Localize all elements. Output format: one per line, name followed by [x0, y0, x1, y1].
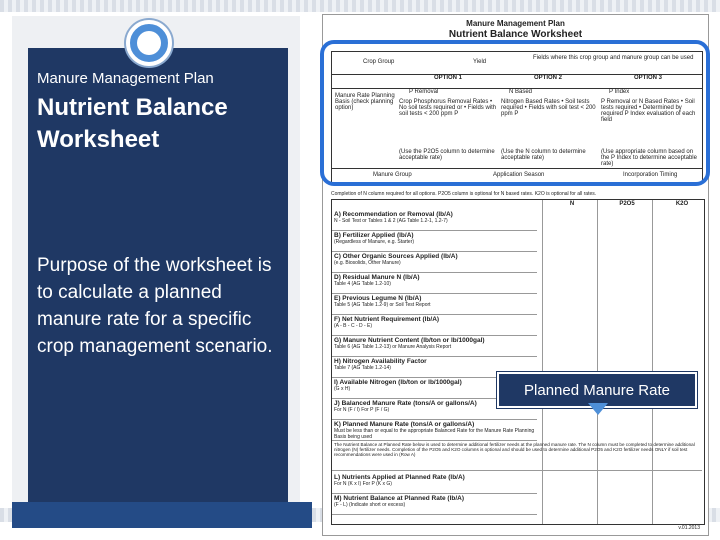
option2-head: OPTION 2 [533, 75, 562, 81]
table-row [332, 231, 537, 252]
option3-note: (Use appropriate column based on the P Index to determine acceptable rate) [601, 149, 697, 167]
manure-group-label: Manure Group [373, 172, 412, 178]
table-row [332, 473, 537, 494]
row-sublabel: (G x H) [334, 386, 351, 392]
worksheet-header2: Nutrient Balance Worksheet [448, 29, 583, 40]
crop-group-label: Crop Group [363, 59, 395, 65]
incorporation-timing-label: Incorporation Timing [623, 172, 678, 178]
table-row [332, 252, 537, 273]
table-row [332, 315, 537, 336]
table-row [332, 294, 537, 315]
basis-label: Manure Rate Planning Basis (check planning option) [335, 93, 395, 111]
option3-sub: P Index [609, 89, 630, 95]
row-label: C) Other Organic Sources Applied (lb/A) [334, 253, 458, 260]
option3-items: P Removal or N Based Rates • Soil tests required • Determined by required P Index evaluation of each field [601, 99, 696, 123]
col-n: N [569, 201, 575, 207]
nutrient-table [331, 199, 705, 525]
row-sublabel: Table 4 (AG Table 1.2-10) [334, 281, 391, 287]
required-note: Completion of N column required for all options. P2O5 column is optional for N based rates. K2O is optional for all rates. [331, 191, 597, 197]
option2-sub: N Based [509, 89, 533, 95]
option2-items: Nitrogen Based Rates • Soil tests required • Fields with soil test < 200 ppm P [501, 99, 596, 117]
decorative-circle-icon [126, 20, 172, 66]
worksheet-date: v.01.2013 [678, 525, 700, 531]
bottom-bar [12, 502, 312, 528]
slide-subtitle: Manure Management Plan [37, 70, 214, 87]
worksheet-header1: Manure Management Plan [466, 19, 565, 28]
slide-title-line1: Nutrient Balance [37, 94, 228, 121]
application-season-label: Application Season [493, 172, 545, 178]
row-sublabel: (F - L) (Indicate short or excess) [334, 502, 406, 508]
balance-note: The Nutrient Balance at Planned Rate below is used to determine additional fertilizer needs at the planned manure rate. The N column must be completed to determine additional nitrogen (N) fertilizer needs. Completion of the P2O5 and K2O columns is optional and should be used to determine additional P2O5 and K2O fertilizer needs ONLY if soil test recommendations were used in (Row A) [332, 441, 702, 471]
row-label: D) Residual Manure N (lb/A) [334, 274, 420, 281]
row-sublabel: Table 7 (AG Table 1.2-14) [334, 365, 391, 371]
row-sublabel: N - Soil Test or Tables 1 & 2 (AG Table 1.2-1, 1.2-7) [334, 218, 448, 224]
row-label: M) Nutrient Balance at Planned Rate (lb/A) [334, 495, 465, 502]
row-sublabel: For N (K x I) For P (K x G) [334, 481, 392, 487]
planned-manure-rate-callout: Planned Manure Rate [497, 372, 697, 408]
col-p2o5: P2O5 [619, 201, 635, 207]
purpose-text: Purpose of the worksheet is to calculate a planned manure rate for a specific crop management scenario. [37, 255, 273, 357]
row-label: F) Net Nutrient Requirement (lb/A) [334, 316, 440, 323]
row-sublabel: (Regardless of Manure, e.g. Starter) [334, 239, 415, 245]
row-label: I) Available Nitrogen (lb/ton or lb/1000gal) [334, 379, 462, 386]
row-sublabel: Table 6 (AG Table 1.2-13) or Manure Analysis Report [334, 344, 452, 350]
row-label: K) Planned Manure Rate (tons/A or gallons/A) [334, 421, 475, 428]
option1-items: Crop Phosphorus Removal Rates • No soil tests required or • Fields with soil tests < 200 ppm P [399, 99, 497, 117]
slide-title-line2: Worksheet [37, 126, 160, 153]
option1-sub: P Removal [409, 89, 439, 95]
col-k2o: K2O [675, 201, 689, 207]
top-stripe [0, 0, 720, 12]
row-label: G) Manure Nutrient Content (lb/ton or lb/1000gal) [334, 337, 485, 344]
option2-note: (Use the N column to determine acceptable rate) [501, 149, 586, 161]
table-row [332, 494, 537, 515]
row-sublabel: (e.g. Biosolids, Other Manure) [334, 260, 401, 266]
fields-note: Fields where this crop group and manure group can be used [533, 55, 694, 61]
row-sublabel: For N (F / I) For P (F / G) [334, 407, 390, 413]
table-row [332, 210, 537, 231]
row-label: L) Nutrients Applied at Planned Rate (lb/A) [334, 474, 465, 481]
row-label: B) Fertilizer Applied (lb/A) [334, 232, 414, 239]
option1-head: OPTION 1 [433, 75, 462, 81]
row-label: J) Balanced Manure Rate (tons/A or gallons/A) [334, 400, 477, 407]
table-row [332, 336, 537, 357]
table-row [332, 420, 537, 441]
options-highlight-box [320, 40, 710, 186]
row-sublabel: Must be less than or equal to the appropriate Balanced Rate for the Manure Rate Planning Basis being used [334, 428, 535, 440]
table-row [332, 273, 537, 294]
option3-head: OPTION 3 [633, 75, 662, 81]
yield-label: Yield [473, 59, 487, 65]
slide-title [37, 92, 228, 156]
row-label: H) Nitrogen Availability Factor [334, 358, 427, 365]
row-sublabel: Table 5 (AG Table 1.2-9) or Soil Test Report [334, 302, 431, 308]
callout-arrow-icon [588, 403, 608, 415]
row-label: A) Recommendation or Removal (lb/A) [334, 211, 453, 218]
option1-note: (Use the P2O5 column to determine acceptable rate) [399, 149, 495, 161]
row-sublabel: (A - B - C - D - E) [334, 323, 373, 329]
row-label: E) Previous Legume N (lb/A) [334, 295, 422, 302]
